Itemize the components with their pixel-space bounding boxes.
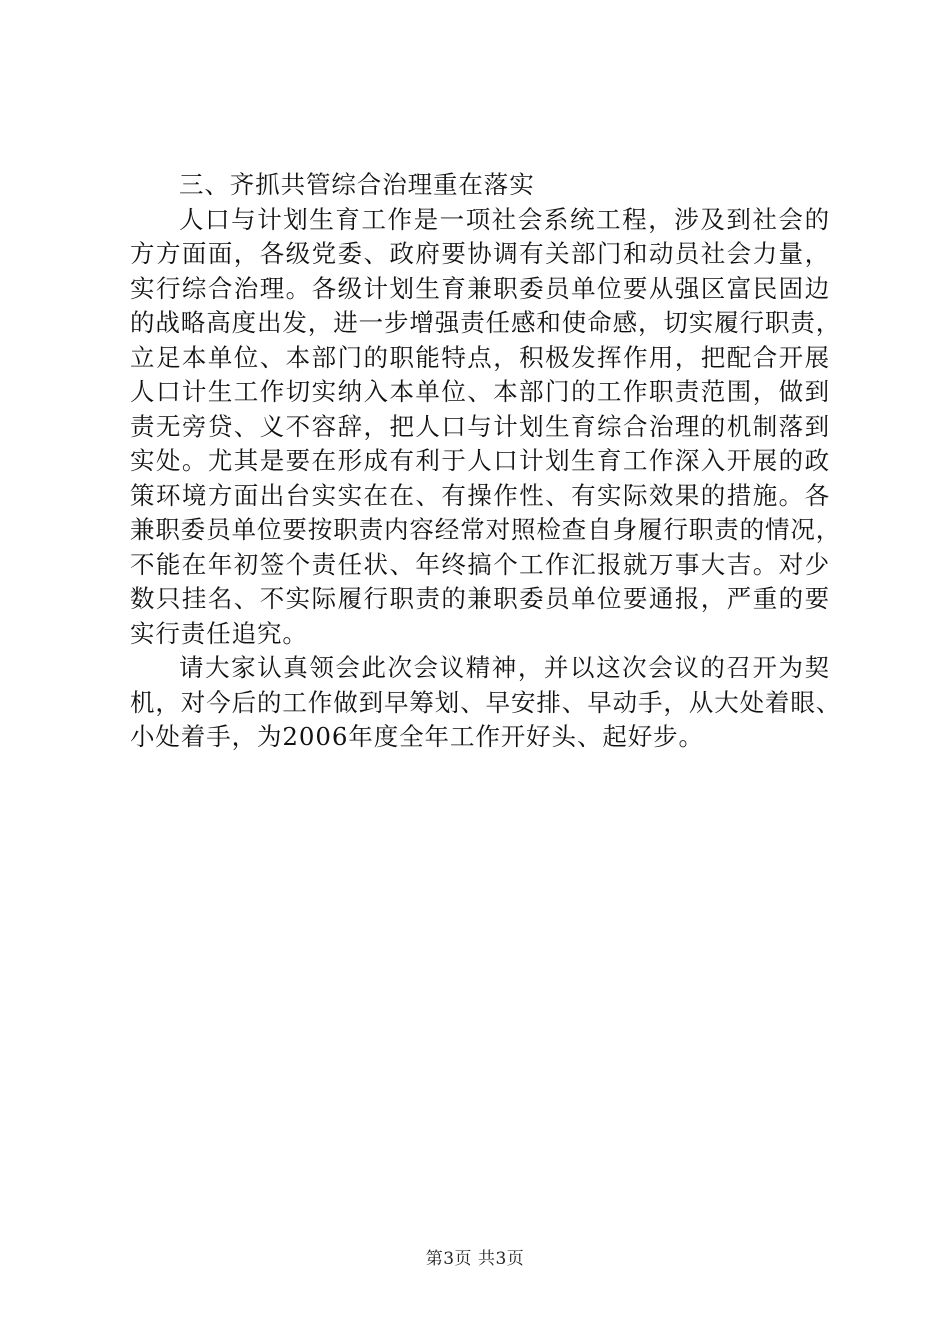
paragraph-2 xyxy=(130,651,842,755)
paragraph-line: 实处。尤其是要在形成有利于人口计划生育工作深入开展的政 xyxy=(130,446,830,475)
page-number-footer: 第3页 共3页 xyxy=(425,1249,525,1269)
paragraph-line: 不能在年初签个责任状、年终搞个工作汇报就万事大吉。对少 xyxy=(130,549,830,579)
paragraph-line: 实行责任追究。 xyxy=(130,618,308,648)
section-heading: 三、齐抓共管综合治理重在落实 xyxy=(179,170,535,199)
paragraph-line: 方方面面，各级党委、政府要协调有关部门和动员社会力量， xyxy=(130,239,830,268)
paragraph-line: 数只挂名、不实际履行职责的兼职委员单位要通报，严重的要 xyxy=(130,584,830,613)
paragraph-line: 小处着手，为2006年度全年工作开好头、起好步。 xyxy=(130,722,704,751)
paragraph-line: 机，对今后的工作做到早筹划、早安排、早动手，从大处着眼、 xyxy=(130,687,842,717)
document-body xyxy=(130,168,842,755)
paragraph-line: 立足本单位、本部门的职能特点，积极发挥作用，把配合开展 xyxy=(130,342,830,372)
paragraph-line: 人口与计划生育工作是一项社会系统工程，涉及到社会的 xyxy=(179,204,830,234)
paragraph-line: 策环境方面出台实实在在、有操作性、有实际效果的措施。各 xyxy=(130,480,830,510)
paragraph-line: 责无旁贷、义不容辞，把人口与计划生育综合治理的机制落到 xyxy=(130,411,830,441)
paragraph-line: 兼职委员单位要按职责内容经常对照检查自身履行职责的情况， xyxy=(130,515,842,544)
paragraph-1 xyxy=(130,203,842,652)
paragraph-line: 请大家认真领会此次会议精神，并以这次会议的召开为契 xyxy=(179,653,830,682)
paragraph-line: 人口计生工作切实纳入本单位、本部门的工作职责范围，做到 xyxy=(130,377,830,406)
paragraph-line: 的战略高度出发，进一步增强责任感和使命感，切实履行职责， xyxy=(130,308,842,337)
paragraph-line: 实行综合治理。各级计划生育兼职委员单位要从强区富民固边 xyxy=(130,273,830,303)
